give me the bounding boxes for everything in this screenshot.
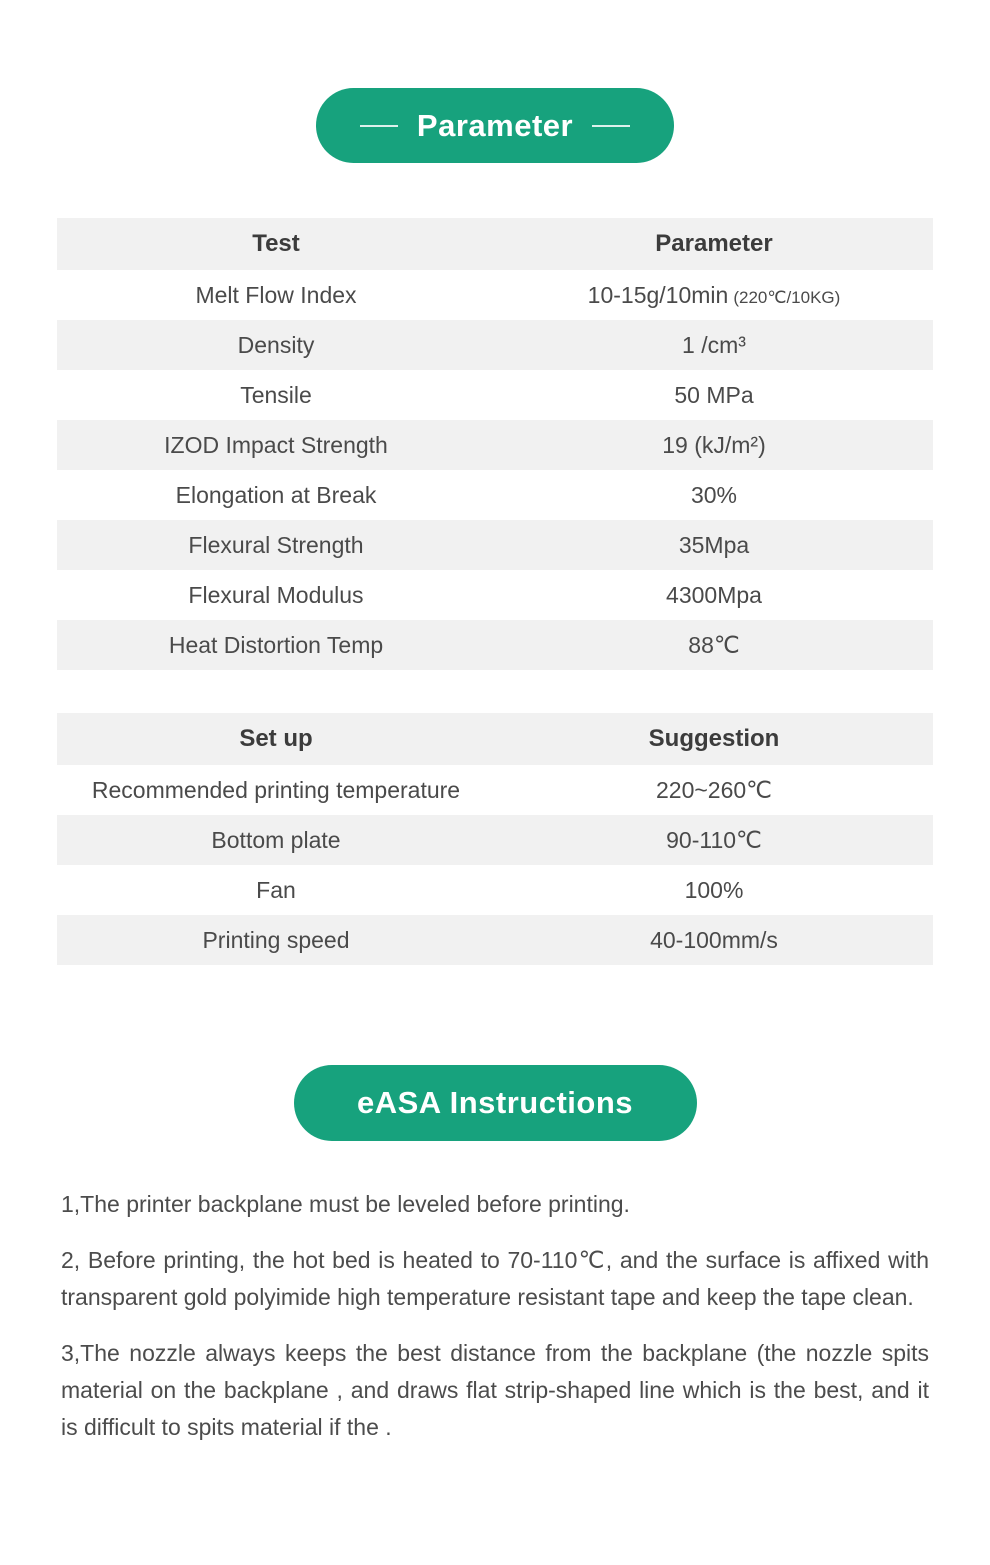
row-label: Tensile — [240, 381, 312, 408]
row-label: Flexural Modulus — [188, 581, 364, 608]
parameter-section-badge — [316, 88, 674, 163]
instructions-block — [61, 1186, 929, 1446]
parameter-section-title: Parameter — [416, 107, 574, 143]
row-label: Printing speed — [202, 926, 350, 953]
table-row — [57, 420, 933, 470]
table-row — [57, 570, 933, 620]
setup-table-header-row — [57, 713, 933, 765]
row-value: 88℃ — [688, 631, 740, 658]
row-value: 35Mpa — [678, 531, 750, 558]
table-row — [57, 620, 933, 670]
dash-right-icon — [592, 125, 630, 127]
setup-table — [57, 713, 933, 965]
row-label: Flexural Strength — [188, 531, 364, 558]
table-row — [57, 470, 933, 520]
row-value: 100% — [684, 876, 744, 903]
row-value: 30% — [690, 481, 738, 508]
table-row — [57, 915, 933, 965]
row-label: Heat Distortion Temp — [168, 631, 384, 658]
table-row — [57, 370, 933, 420]
row-label: Elongation at Break — [175, 481, 377, 508]
row-value: 19 (kJ/m²) — [662, 431, 766, 458]
instruction-paragraph-1: 1,The printer backplane must be leveled before printing. — [61, 1191, 630, 1217]
table-row — [57, 320, 933, 370]
parameter-table — [57, 218, 933, 670]
row-value-text: 10-15g/10min — [587, 281, 729, 308]
column-header-test: Test — [252, 230, 300, 257]
row-value: 1 /cm³ — [682, 331, 746, 358]
instructions-section-badge — [294, 1065, 697, 1141]
table-row — [57, 815, 933, 865]
row-label: IZOD Impact Strength — [164, 431, 388, 458]
row-value: 220~260℃ — [655, 776, 772, 803]
instruction-paragraph-2: 2, Before printing, the hot bed is heated to 70-110℃, and the surface is affixed with transparent gold polyimide high temperature resistant tape and keep the tape clean. — [61, 1247, 929, 1310]
dash-left-icon — [360, 125, 398, 127]
column-header-parameter: Parameter — [655, 230, 773, 257]
column-header-setup: Set up — [239, 725, 313, 752]
table-row — [57, 270, 933, 320]
instruction-paragraph-3: 3,The nozzle always keeps the best distance from the backplane (the nozzle spits material on the backplane , and draws flat strip-shaped line which is the best, and it is difficult to spits material if the . — [61, 1340, 929, 1440]
row-value: 4300Mpa — [666, 581, 762, 608]
row-label: Density — [237, 331, 315, 358]
row-label: Melt Flow Index — [195, 281, 357, 308]
table-row — [57, 520, 933, 570]
parameter-table-header-row — [57, 218, 933, 270]
row-label: Recommended printing temperature — [91, 776, 461, 803]
table-row — [57, 865, 933, 915]
row-value: 40-100mm/s — [650, 926, 778, 953]
row-label: Fan — [256, 876, 296, 903]
table-row — [57, 765, 933, 815]
row-value: 50 MPa — [674, 381, 754, 408]
row-value — [495, 270, 933, 320]
row-value-note: (220℃/10KG) — [733, 287, 841, 307]
column-header-suggestion: Suggestion — [648, 725, 780, 752]
row-label: Bottom plate — [211, 826, 341, 853]
row-value: 90-110℃ — [666, 826, 762, 853]
instructions-section-title: eASA Instructions — [356, 1085, 634, 1120]
